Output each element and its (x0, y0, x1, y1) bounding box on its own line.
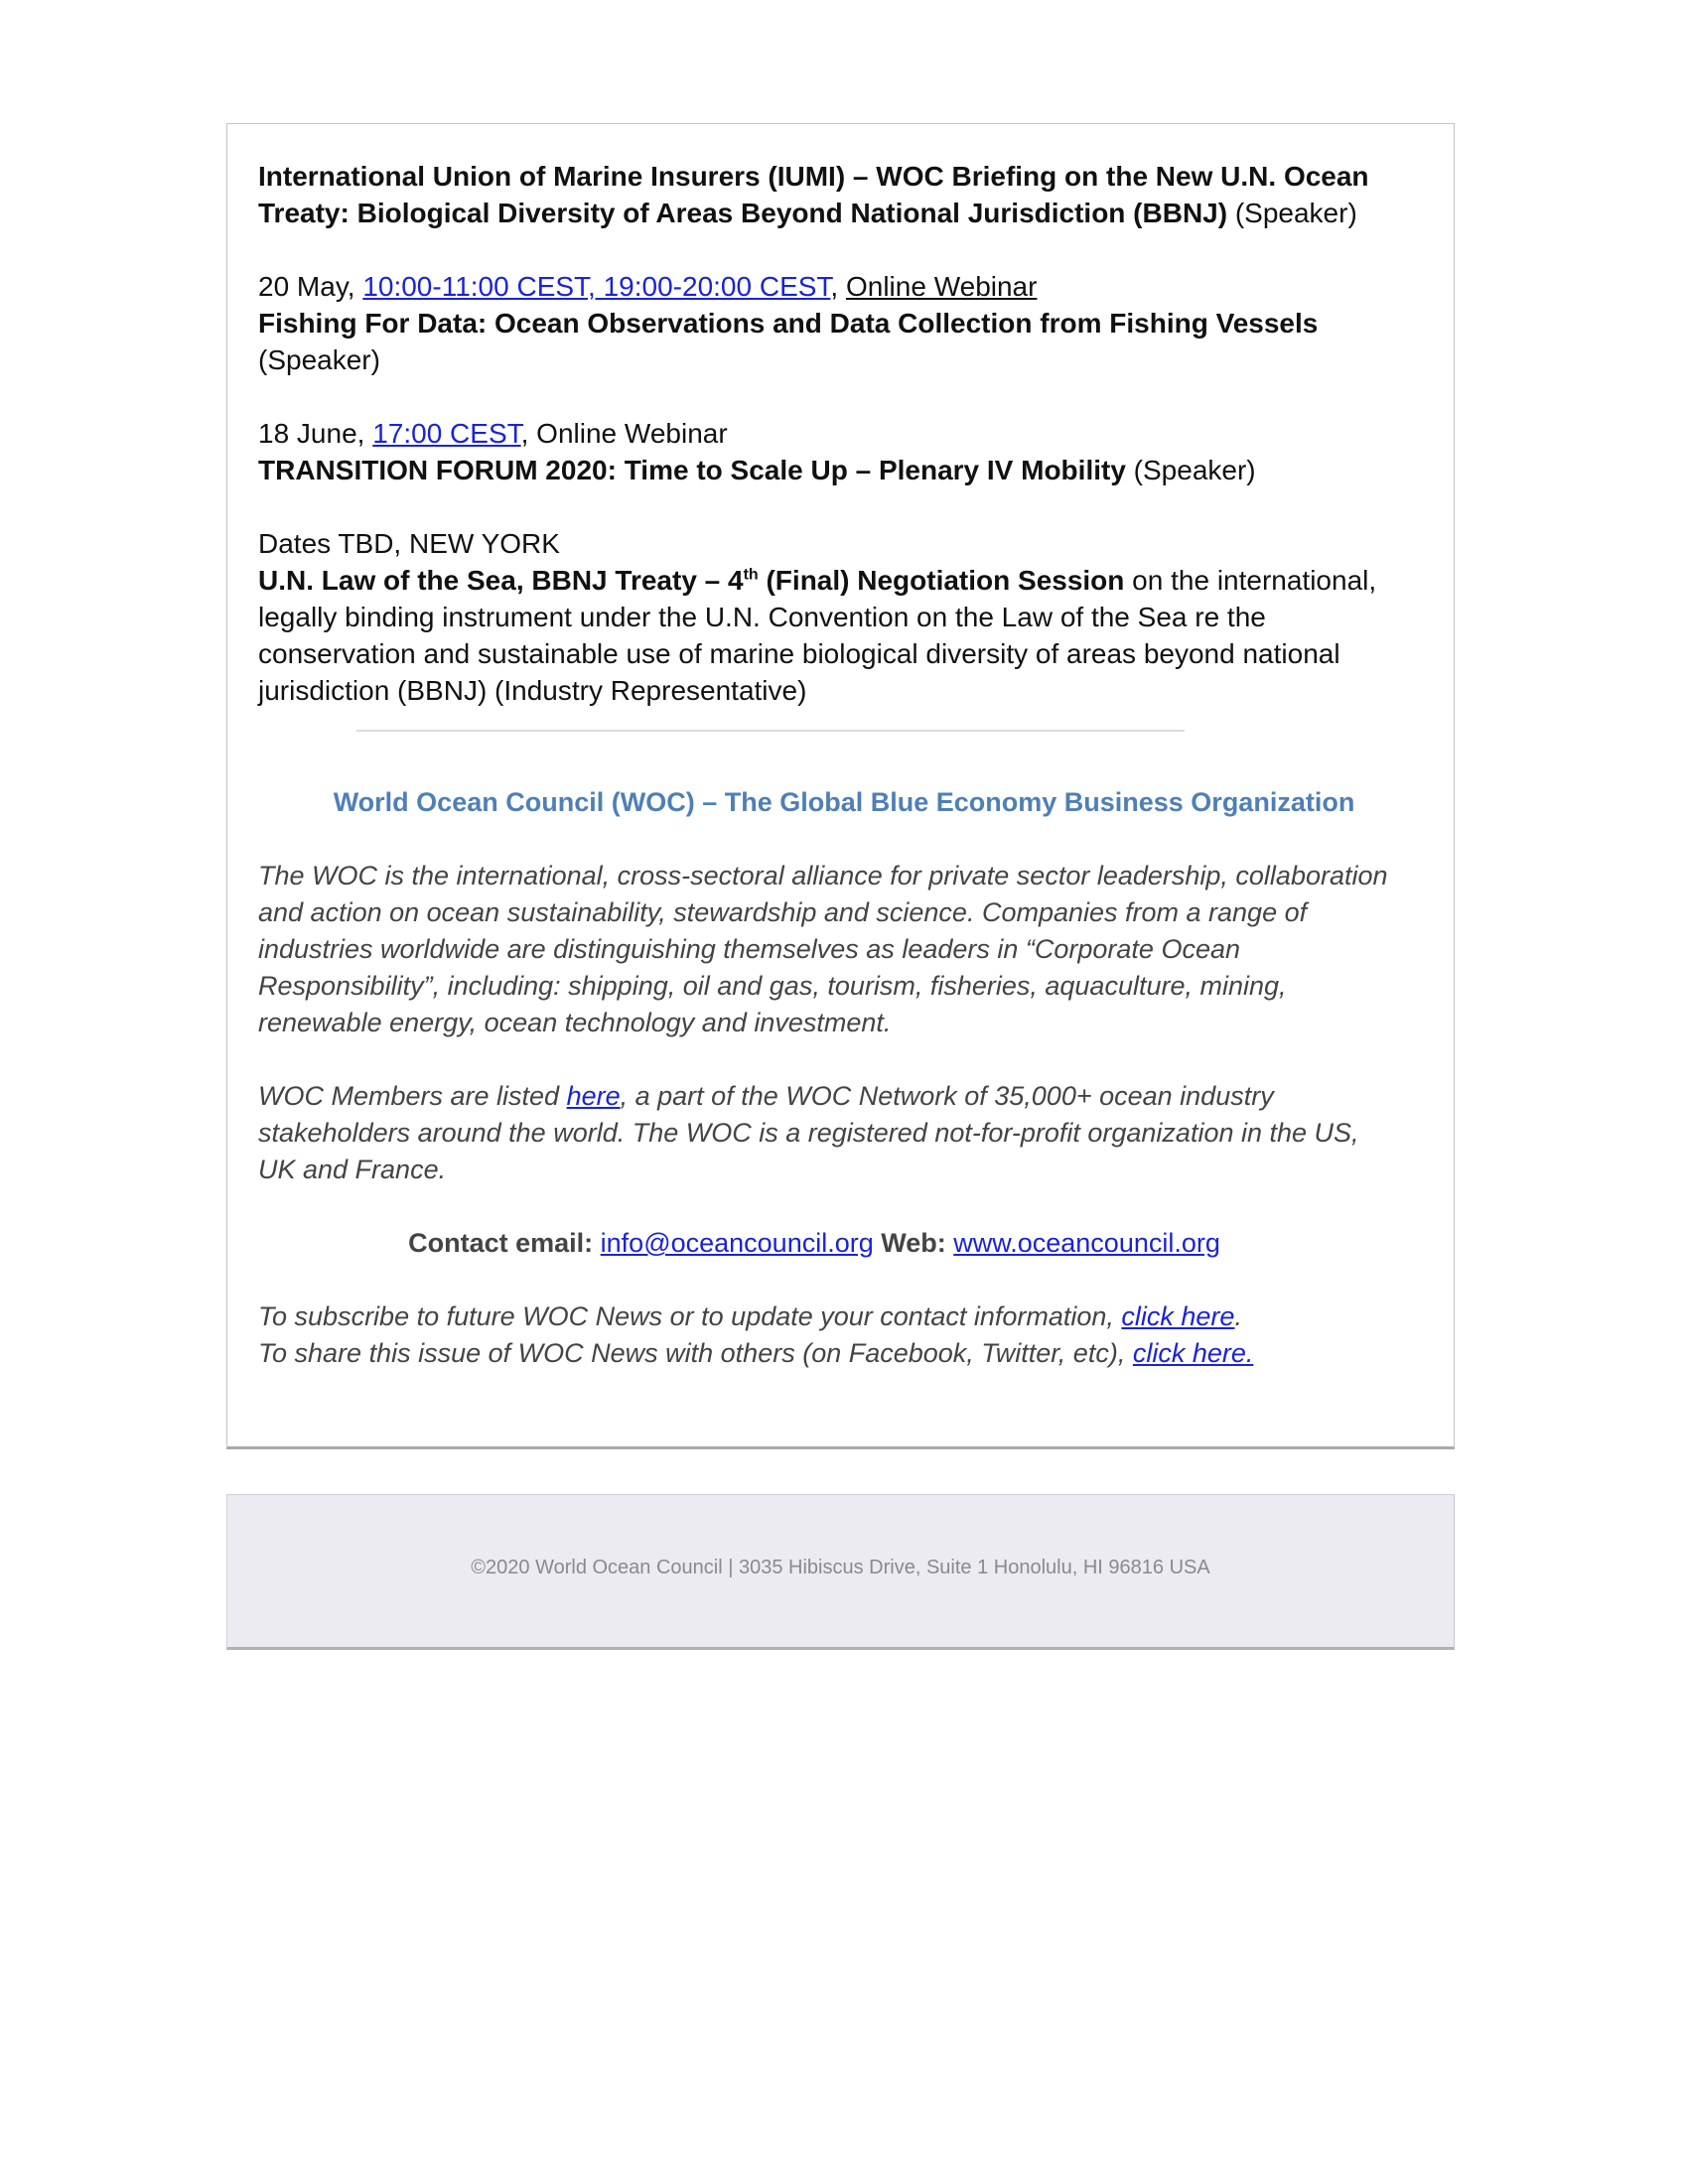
event-venue: , Online Webinar (520, 418, 728, 449)
event-transition-forum (258, 415, 1430, 488)
event-title: TRANSITION FORUM 2020: Time to Scale Up – Plenary IV Mobility (258, 455, 1126, 485)
events-list (258, 158, 1430, 746)
contact-line (258, 1225, 1400, 1262)
footer (226, 1494, 1455, 1650)
event-role: (Speaker) (258, 344, 380, 375)
members-text-end: , a part of the WOC Network of 35,000+ ocean industry stakeholders around the world. The WOC is a registered not-for-profit organization in the US, UK and France. (258, 1081, 1359, 1184)
share-link[interactable]: click here. (1132, 1338, 1254, 1368)
subscribe-text: To subscribe to future WOC News or to update your contact information, (258, 1301, 1122, 1331)
about-section (258, 784, 1400, 1372)
share-text: To share this issue of WOC News with others (on Facebook, Twitter, etc), (258, 1338, 1133, 1368)
members-here-link[interactable]: here (566, 1081, 621, 1111)
section-divider (356, 730, 1185, 732)
event-role: (Speaker) (1227, 198, 1357, 228)
event-date: Dates TBD, NEW YORK (258, 528, 560, 559)
event-title: International Union of Marine Insurers (IUMI) – WOC Briefing on the New U.N. Ocean Treaty: Biological Diversity of Areas Beyond National Jurisdiction (BBNJ) (258, 161, 1369, 228)
contact-email-link[interactable]: info@oceancouncil.org (600, 1228, 874, 1258)
event-title-superscript: th (743, 566, 759, 584)
event-iumi (258, 158, 1430, 231)
about-title: World Ocean Council (WOC) – The Global Blue Economy Business Organization (333, 787, 1355, 817)
subscribe-link[interactable]: click here (1121, 1301, 1235, 1331)
event-venue-link[interactable]: Online Webinar (845, 271, 1038, 302)
event-bbnj-negotiation (258, 525, 1430, 709)
event-date: 20 May, (258, 271, 363, 302)
subscribe-block (258, 1298, 1400, 1372)
members-paragraph (258, 1078, 1400, 1188)
event-time-link[interactable]: 17:00 CEST (372, 418, 521, 449)
event-title-part-b: (Final) Negotiation Session (758, 565, 1125, 596)
website-link[interactable]: www.oceancouncil.org (953, 1228, 1220, 1258)
newsletter-card (226, 123, 1455, 1449)
event-fishing-for-data (258, 268, 1430, 378)
event-time-link[interactable]: 10:00-11:00 CEST, 19:00-20:00 CEST (362, 271, 831, 302)
contact-email-label: Contact email: (408, 1228, 601, 1258)
members-text: WOC Members are listed (258, 1081, 567, 1111)
subscribe-end: . (1234, 1301, 1242, 1331)
footer-address: ©2020 World Ocean Council | 3035 Hibiscus Drive, Suite 1 Honolulu, HI 96816 USA (471, 1557, 1210, 1578)
event-separator: , (830, 271, 846, 302)
about-paragraph: The WOC is the international, cross-sectoral alliance for private sector leadership, collaboration and action on ocean sustainability, stewardship and science. Companies from a range of industries worldwide are distinguishing themselves as leaders in “Corporate Ocean Responsibility”, including: shipping, oil and gas, tourism, fisheries, aquaculture, mining, renewable energy, ocean technology and investment. (258, 861, 1388, 1037)
event-date: 18 June, (258, 418, 373, 449)
event-title: Fishing For Data: Ocean Observations and Data Collection from Fishing Vessels (258, 308, 1319, 339)
event-role: (Speaker) (1125, 455, 1256, 485)
web-label: Web: (873, 1228, 954, 1258)
event-title-part-a: U.N. Law of the Sea, BBNJ Treaty – 4 (258, 565, 744, 596)
event-description: on the international, legally binding instrument under the U.N. Convention on the Law of the Sea re the conservation and sustainable use of marine biological diversity of areas beyond national jurisdiction (BBNJ) (Industry Representative) (258, 565, 1377, 706)
